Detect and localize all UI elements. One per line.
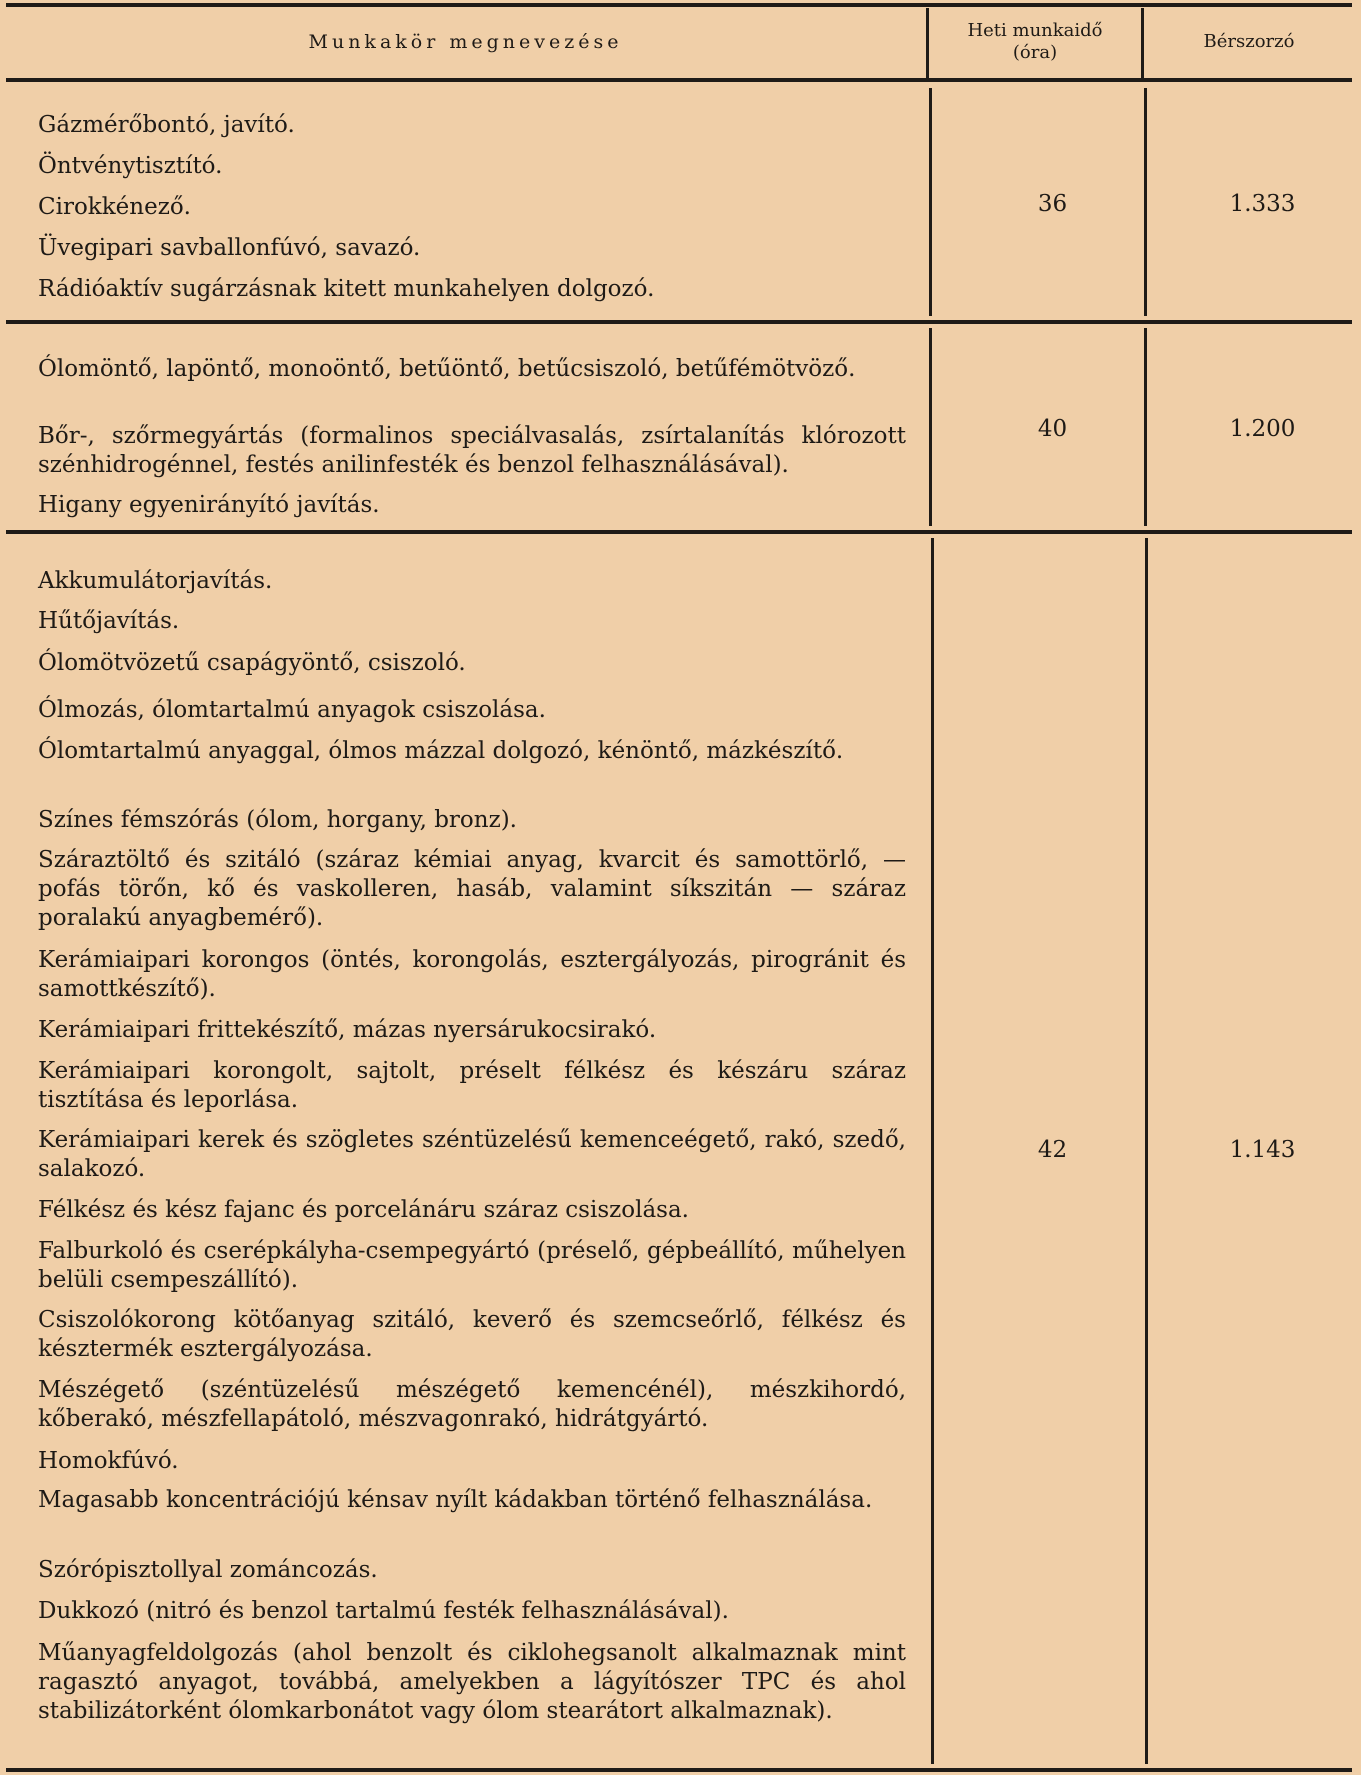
table-bottom-rule — [6, 1768, 1352, 1772]
job-item: Kerámiaipari kerek és szögletes széntüzelésű kemenceégető, rakó, szedő, salakozó. — [38, 1127, 906, 1182]
job-item: Ólomötvözetű csapágyöntő, csiszoló. — [38, 650, 466, 676]
job-item: Csiszolókorong kötőanyag szitáló, keverő és szemcseőrlő, félkész és késztermék esztergályozása. — [38, 1307, 906, 1362]
weekly-hours-value: 42 — [1037, 1137, 1068, 1163]
job-item: Üvegipari savballonfúvó, savazó. — [38, 235, 421, 261]
wage-multiplier-value: 1.143 — [1229, 1137, 1296, 1163]
weekly-hours-value: 36 — [1037, 191, 1068, 217]
group-1-bottom-rule — [6, 320, 1352, 324]
header-multiplier-label: Bérszorzó — [1203, 31, 1295, 52]
header-wage-multiplier — [1146, 10, 1352, 74]
job-item: Színes fémszórás (ólom, horgany, bronz). — [38, 807, 517, 833]
job-item: Homokfúvó. — [38, 1448, 179, 1474]
header-job-label: Munkakör megnevezése — [308, 31, 623, 53]
weekly-hours-value: 40 — [1037, 416, 1068, 442]
job-item: Kerámiaipari korongos (öntés, korongolás, esztergályozás, pirogránit és samottkészítő). — [38, 947, 906, 1002]
job-item: Kerámiaipari frittekészítő, mázas nyersárukocsirakó. — [38, 1017, 657, 1043]
header-weekly-hours-text — [967, 20, 1102, 64]
job-item: Dukkozó (nitró és benzol tartalmú festék felhasználásával). — [38, 1598, 729, 1624]
job-item: Falburkoló és cserépkályha-csempegyártó (préselő, gépbeállító, műhelyen belüli csempeszállító). — [38, 1238, 906, 1293]
header-hours-line2: (óra) — [1012, 42, 1058, 63]
job-item: Cirokkénező. — [38, 194, 191, 220]
header-bottom-rule — [6, 78, 1352, 82]
job-item: Akkumulátorjavítás. — [38, 568, 273, 594]
header-divider-2 — [1141, 8, 1144, 78]
header-divider-1 — [926, 8, 929, 78]
job-item: Hűtőjavítás. — [38, 608, 180, 634]
job-item: Ólomtartalmú anyaggal, ólmos mázzal dolgozó, kénöntő, mázkészítő. — [38, 738, 844, 764]
job-item: Kerámiaipari korongolt, sajtolt, préselt félkész és készáru száraz tisztítása és leporlása. — [38, 1058, 906, 1113]
group-2-bottom-rule — [6, 530, 1352, 534]
wage-multiplier-value: 1.200 — [1229, 416, 1296, 442]
job-item: Félkész és kész fajanc és porcelánáru száraz csiszolása. — [38, 1197, 689, 1223]
header-weekly-hours — [930, 10, 1140, 74]
job-item: Bőr-, szőrmegyártás (formalinos speciálvasalás, zsírtalanítás klórozott szénhidrogénnel, festés anilinfesték és benzol felhasználásával). — [38, 423, 906, 478]
job-item: Öntvénytisztító. — [38, 153, 223, 179]
job-item: Mészégető (széntüzelésű mészégető kemencénél), mészkihordó, kőberakó, mészfellapátoló, mészvagonrakó, hidrátgyártó. — [38, 1377, 906, 1432]
table-top-rule — [6, 3, 1352, 7]
job-item: Ólmozás, ólomtartalmú anyagok csiszolása. — [38, 697, 546, 723]
job-item: Műanyagfeldolgozás (ahol benzolt és ciklohegsanolt alkalmaznak mint ragasztó anyagot, továbbá, amelyekben a lágyítószer TPC és ahol stabilizátorként ólomkarbonátot vagy ólom stearátort alkalmaznak). — [38, 1640, 906, 1724]
job-item: Magasabb koncentrációjú kénsav nyílt kádakban történő felhasználása. — [38, 1487, 873, 1513]
job-item: Száraztöltő és szitáló (száraz kémiai anyag, kvarcit és samottörlő, — pofás törőn, kő és vaskolleren, hasáb, valamint síkszitán — száraz poralakú anyagbemérő). — [38, 847, 906, 931]
job-item: Higany egyenirányító javítás. — [38, 492, 380, 518]
wage-multiplier-value: 1.333 — [1229, 191, 1296, 217]
header-hours-line1: Heti munkaidő — [967, 20, 1103, 41]
job-item: Rádióaktív sugárzásnak kitett munkahelyen dolgozó. — [38, 276, 655, 302]
job-item: Gázmérőbontó, javító. — [38, 112, 295, 138]
job-item: Ólomöntő, lapöntő, monoöntő, betűöntő, betűcsiszoló, betűfémötvöző. — [38, 356, 856, 382]
header-job-title — [8, 10, 923, 74]
job-item: Szórópisztollyal zománcozás. — [38, 1557, 378, 1583]
